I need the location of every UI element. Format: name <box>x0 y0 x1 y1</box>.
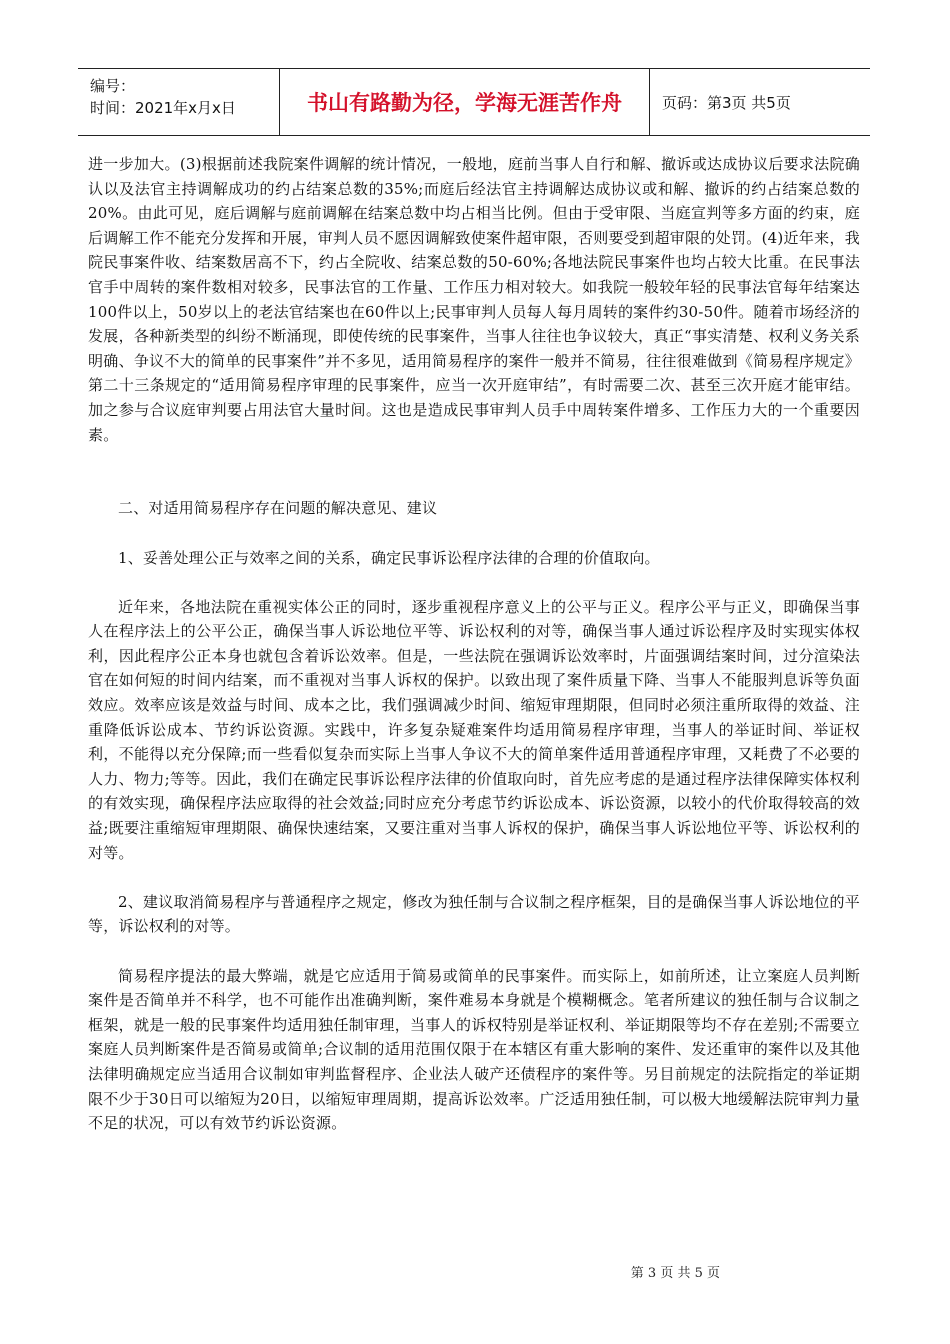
header-meta <box>78 69 280 135</box>
paragraph-continued: 进一步加大。(3)根据前述我院案件调解的统计情况，一般地，庭前当事人自行和解、撤诉或达成协议后要求法院确认以及法官主持调解成功的约占结案总数的35%;而庭后经法官主持调解达成协议或和解、撤诉的约占结案总数的20%。由此可见，庭后调解与庭前调解在结案总数中均占相当比例。但由于受审限、当庭宣判等多方面的约束，庭后调解工作不能充分发挥和开展，审判人员不愿因调解致使案件超审限，否则要受到超审限的处罚。(4)近年来，我院民事案件收、结案数居高不下，约占全院收、结案总数的50-60%;各地法院民事案件也均占较大比重。在民事法官手中周转的案件数相对较多，民事法官的工作量、工作压力相对较大。如我院一般较年轻的民事法官每年结案达100件以上，50岁以上的老法官结案也在60件以上;民事审判人员每人每月周转的案件约30-50件。随着市场经济的发展，各种新类型的纠纷不断涌现，即使传统的民事案件，当事人往往也争议较大，真正“事实清楚、权利义务关系明确、争议不大的简单的民事案件”并不多见，适用简易程序的案件一般并不简易，往往很难做到《简易程序规定》第二十三条规定的“适用简易程序审理的民事案件，应当一次开庭审结”，有时需要二次、甚至三次开庭才能审结。加之参与合议庭审判要占用法官大量时间。这也是造成民事审判人员手中周转案件增多、工作压力大的一个重要因素。 <box>88 155 860 444</box>
document-body <box>88 152 860 1136</box>
header-motto: 书山有路勤为径，学海无涯苦作舟 <box>280 69 650 135</box>
document-time: 时间：2021年x月x日 <box>90 99 236 117</box>
paragraph-3: 简易程序提法的最大弊端，就是它应适用于简易或简单的民事案件。而实际上，如前所述，让立案庭人员判断案件是否简单并不科学，也不可能作出准确判断，案件难易本身就是个模糊概念。笔者所建议的独任制与合议制之框架，就是一般的民事案件均适用独任制审理，当事人的诉权特别是举证权利、举证期限等均不存在差别;不需要立案庭人员判断案件是否简易或简单;合议制的适用范围仅限于在本辖区有重大影响的案件、发还重审的案件以及其他法律明确规定应当适用合议制如审判监督程序、企业法人破产还债程序的案件等。另目前规定的法院指定的举证期限不少于30日可以缩短为20日，以缩短审理周期，提高诉讼效率。广泛适用独任制，可以极大地缓解法院审判力量不足的状况，可以有效节约诉讼资源。 <box>88 966 860 1133</box>
section-heading: 二、对适用简易程序存在问题的解决意见、建议 <box>118 499 438 518</box>
page-footer: 第 3 页 共 5 页 <box>630 1266 720 1281</box>
paragraph-2: 近年来，各地法院在重视实体公正的同时，逐步重视程序意义上的公平与正义。程序公平与正义，即确保当事人在程序法上的公平公正，确保当事人诉讼地位平等、诉讼权利的对等，确保当事人通过诉讼程序及时实现实体权利，因此程序公正本身也就包含着诉讼效率。但是，一些法院在强调诉讼效率时，片面强调结案时间，过分渲染法官在如何短的时间内结案，而不重视对当事人诉权的保护。以致出现了案件质量下降、当事人不能服判息诉等负面效应。效率应该是效益与时间、成本之比，我们强调减少时间、缩短审理期限，但同时必须注重所取得的效益、注重降低诉讼成本、节约诉讼资源。实践中，许多复杂疑难案件均适用简易程序审理，当事人的举证时间、举证权利，不能得以充分保障;而一些看似复杂而实际上当事人争议不大的简单案件适用普通程序审理，又耗费了不必要的人力、物力;等等。因此，我们在确定民事诉讼程序法律的价值取向时，首先应考虑的是通过程序法律保障实体权利的有效实现，确保程序法应取得的社会效益;同时应充分考虑节约诉讼成本、诉讼资源，以较小的代价取得较高的效益;既要注重缩短审理期限、确保快速结案，又要注重对当事人诉权的保护，确保当事人诉讼地位平等、诉讼权利的对等。 <box>88 597 860 862</box>
list-item-1: 1、妥善处理公正与效率之间的关系，确定民事诉讼程序法律的合理的价值取向。 <box>118 548 660 567</box>
header-page-info: 页码：第3页 共5页 <box>662 93 791 112</box>
document-number-label: 编号： <box>90 77 136 95</box>
list-item-2: 2、建议取消简易程序与普通程序之规定，修改为独任制与合议制之程序框架，目的是确保当事人诉讼地位的平等，诉讼权利的对等。 <box>88 892 860 936</box>
page-header <box>78 68 870 136</box>
